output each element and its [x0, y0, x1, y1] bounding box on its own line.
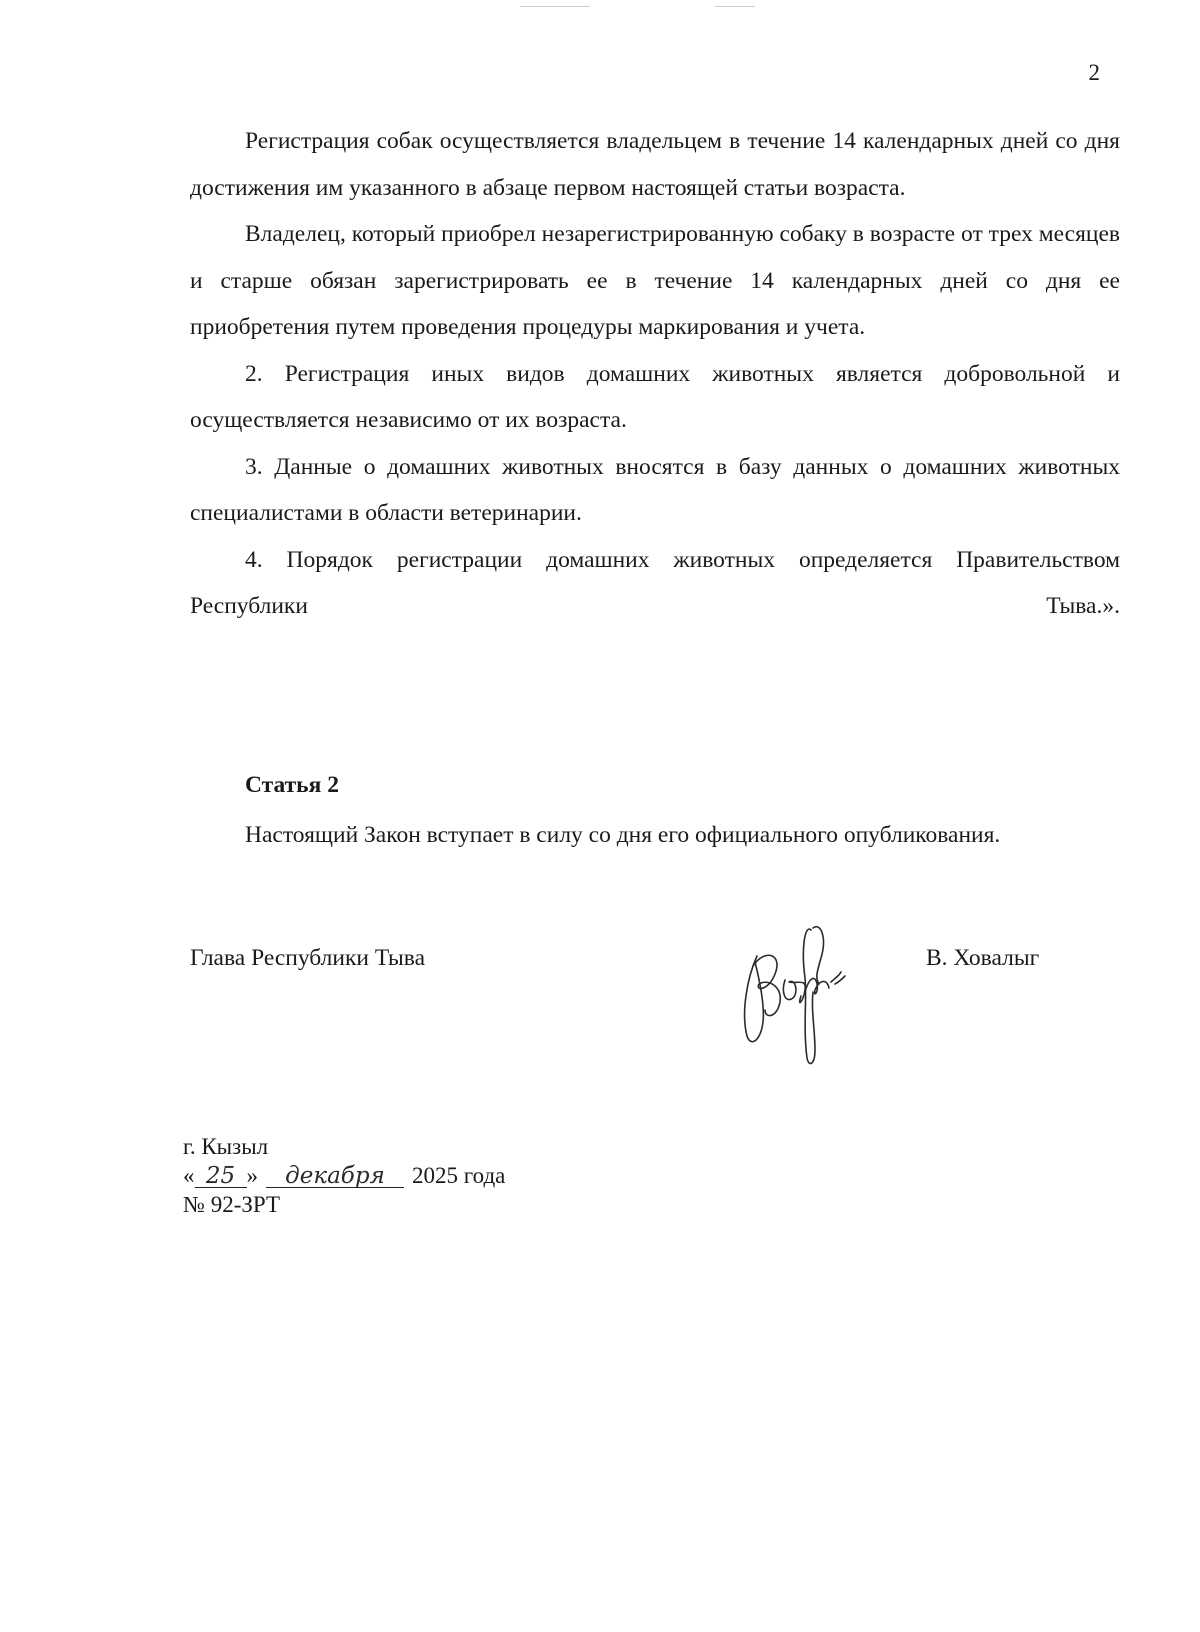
paragraph-point-3: 3. Данные о домашних животных вносятся в базу данных о домашних животных специалистами в области ветеринарии. [190, 453, 1120, 526]
paragraph-owner-obligation: Владелец, который приобрел незарегистрированную собаку в возрасте от трех месяцев и старше обязан зарегистрировать ее в течение 14 календарных дней со дня ее приобретения путем проведения процедуры маркирования и учета. [190, 221, 1120, 340]
law-footer [183, 1132, 505, 1219]
open-quote: « [183, 1163, 195, 1188]
date-line [183, 1161, 505, 1190]
scan-artifact [520, 6, 590, 7]
close-quote: » [246, 1163, 258, 1188]
page-number: 2 [1088, 60, 1100, 85]
paragraph-point-4: 4. Порядок регистрации домашних животных определяется Правительством Республики Тыва.». [190, 546, 1120, 619]
law-number: № 92-ЗРТ [183, 1192, 280, 1217]
signatory-title: Глава Республики Тыва [190, 945, 426, 971]
paragraph-dog-registration: Регистрация собак осуществляется владельцем в течение 14 календарных дней со дня достижения им указанного в абзаце первом настоящей статьи возраста. [190, 128, 1120, 201]
place-of-signing: г. Кызыл [183, 1134, 269, 1159]
date-year: 2025 года [412, 1163, 506, 1188]
law-body-text [190, 118, 1120, 630]
paragraph-point-2: 2. Регистрация иных видов домашних животных является добровольной и осуществляется независимо от их возраста. [190, 360, 1120, 433]
article-heading: Статья 2 [245, 772, 339, 798]
article-text: Настоящий Закон вступает в силу со дня его официального опубликования. [245, 822, 1001, 848]
signatory-name: В. Ховалыг [926, 945, 1040, 971]
date-month-handwritten: декабря [266, 1165, 404, 1188]
handwritten-signature [735, 918, 875, 1068]
scan-artifact [715, 6, 755, 7]
date-day-handwritten: 25 [195, 1165, 247, 1188]
